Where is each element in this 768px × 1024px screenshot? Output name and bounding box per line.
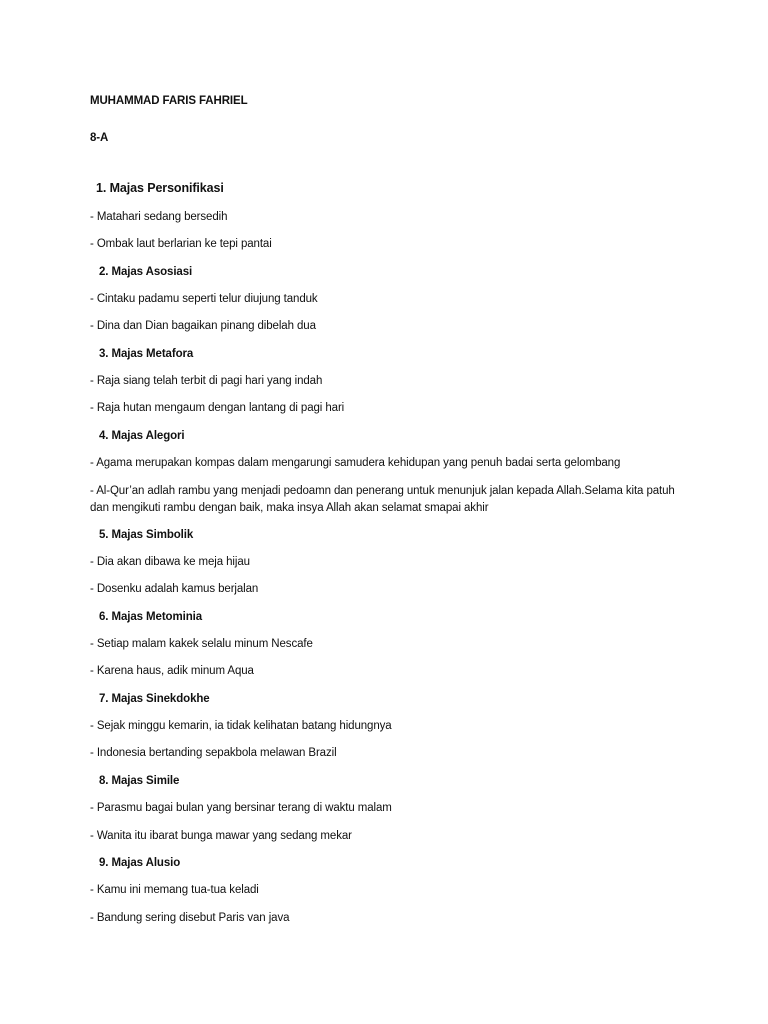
- example-item: - Raja siang telah terbit di pagi hari yang indah: [90, 375, 323, 387]
- example-item: - Dia akan dibawa ke meja hijau: [90, 556, 250, 568]
- example-item: - Raja hutan mengaum dengan lantang di pagi hari: [90, 402, 345, 414]
- section-heading: 7. Majas Sinekdokhe: [99, 693, 210, 705]
- section-heading: 8. Majas Simile: [99, 775, 180, 787]
- example-item: - Indonesia bertanding sepakbola melawan Brazil: [90, 747, 337, 759]
- section-heading: 4. Majas Alegori: [99, 430, 185, 442]
- class-label: 8-A: [90, 132, 109, 144]
- example-item: - Dina dan Dian bagaikan pinang dibelah dua: [90, 320, 316, 332]
- example-item: - Sejak minggu kemarin, ia tidak kelihatan batang hidungnya: [90, 720, 392, 732]
- section-heading: 5. Majas Simbolik: [99, 529, 194, 541]
- example-item: - Agama merupakan kompas dalam mengarungi samudera kehidupan yang penuh badai serta gelombang: [90, 457, 621, 469]
- example-item: - Parasmu bagai bulan yang bersinar terang di waktu malam: [90, 802, 392, 814]
- example-item: - Setiap malam kakek selalu minum Nescafe: [90, 638, 313, 650]
- example-item: - Karena haus, adik minum Aqua: [90, 665, 254, 677]
- example-item: - Al-Qur’an adlah rambu yang menjadi pedoamn dan penerang untuk menunjuk jalan kepada Allah.Selama kita patuh dan mengikuti rambu dengan baik, maka insya Allah akan selamat smapai akhir: [90, 485, 675, 514]
- section-heading: 2. Majas Asosiasi: [99, 266, 193, 278]
- section-heading: 9. Majas Alusio: [99, 857, 181, 869]
- example-item: - Dosenku adalah kamus berjalan: [90, 583, 259, 595]
- section-heading: 3. Majas Metafora: [99, 348, 194, 360]
- example-item: - Kamu ini memang tua-tua keladi: [90, 884, 259, 896]
- example-item: - Cintaku padamu seperti telur diujung tanduk: [90, 293, 318, 305]
- section-heading: 6. Majas Metominia: [99, 611, 203, 623]
- example-item: - Ombak laut berlarian ke tepi pantai: [90, 238, 272, 250]
- author-name: MUHAMMAD FARIS FAHRIEL: [90, 95, 248, 107]
- example-item: - Matahari sedang bersedih: [90, 211, 228, 223]
- example-item: - Bandung sering disebut Paris van java: [90, 912, 290, 924]
- example-item: - Wanita itu ibarat bunga mawar yang sedang mekar: [90, 830, 352, 842]
- section-heading: 1. Majas Personifikasi: [96, 181, 224, 195]
